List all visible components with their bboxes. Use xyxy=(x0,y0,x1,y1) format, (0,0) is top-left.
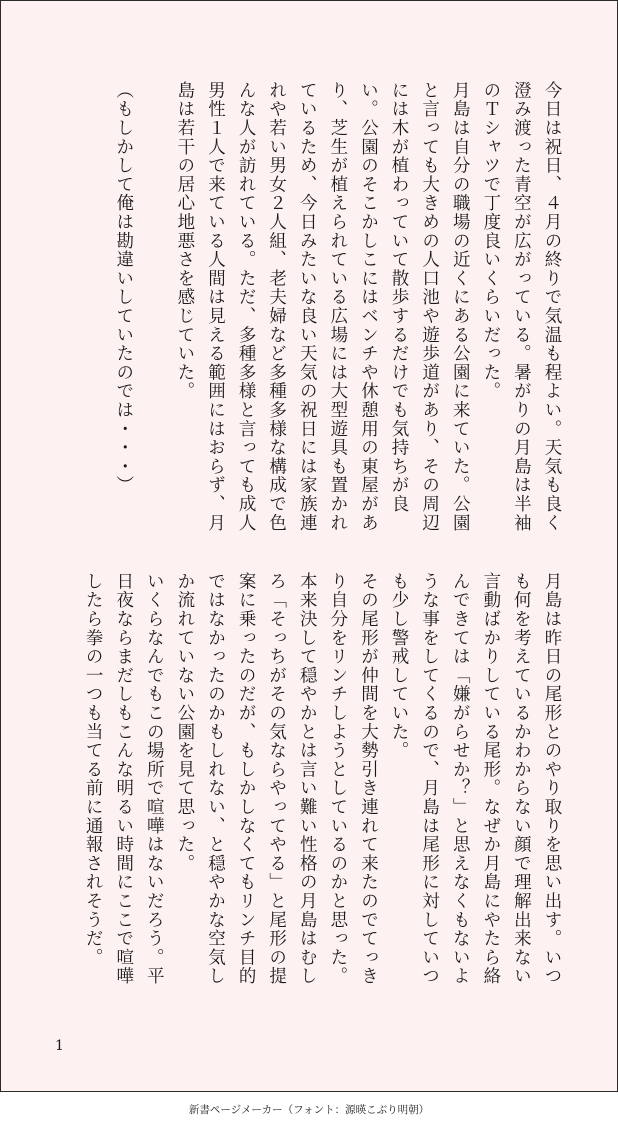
text-block-upper xyxy=(108,81,567,536)
paragraph: 月島は昨日の尾形とのやり取りを思い出す。いつも何を考えているかわからない顔で理解出来ない言動ばかりしている尾形。なぜか月島にやたら絡んできては「嫌がらせか？」と思えなくもないような事をしてくるので、月島は尾形に対していつも少し警戒していた。 xyxy=(389,572,562,986)
blank-line xyxy=(139,81,170,536)
footer-credit: 新書ページメーカー（フォント：源暎こぶり明朝） xyxy=(188,1104,430,1116)
paragraph: 今日は祝日、４月の終りで気温も程よい。天気も良く澄み渡った青空が広がっている。暑がりの月島は半袖のＴシャツで丁度良いくらいだった。 xyxy=(480,81,562,533)
page-number: 1 xyxy=(55,1038,64,1054)
paragraph: 月島は自分の職場の近くにある公園に来ていた。公園と言っても大きめの人口池や遊歩道があり、その周辺には木が植わっていて散歩するだけでも気持ちが良い。公園のそこかしこにはベンチや休憩用の東屋があり、芝生が植えられている広場には大型遊具も置かれているため、今日みたいな良い天気の祝日には家族連れや若い男女２人組、老夫婦など多種多様な構成で色んな人が訪れている。ただ、多種多様と言っても成人男性１人で来ている人間は見える範囲にはおらず、月島は若干の居心地悪さを感じていた。 xyxy=(174,81,471,533)
paragraph: いくらなんでもこの場所で喧嘩はないだろう。平日夜ならまだしもこんな明るい時間にここで喧嘩したら拳の一つも当てる前に通報されそうだ。 xyxy=(83,572,165,986)
inner-thought: （もしかして俺は勘違いしていたのでは・・・） xyxy=(113,81,134,495)
paragraph: その尾形が仲間を大勢引き連れて来たのでてっきり自分をリンチしようとしているのかと思った。本来決して穏やかとは言い難い性格の月島はむしろ「そっちがその気ならやってやる」と尾形の提案に乗ったのだが、もしかしなくてもリンチ目的ではなかったのかもしれない、と穏やかな空気しか流れていない公園を見て思った。 xyxy=(174,572,379,986)
text-block-lower xyxy=(78,572,568,992)
